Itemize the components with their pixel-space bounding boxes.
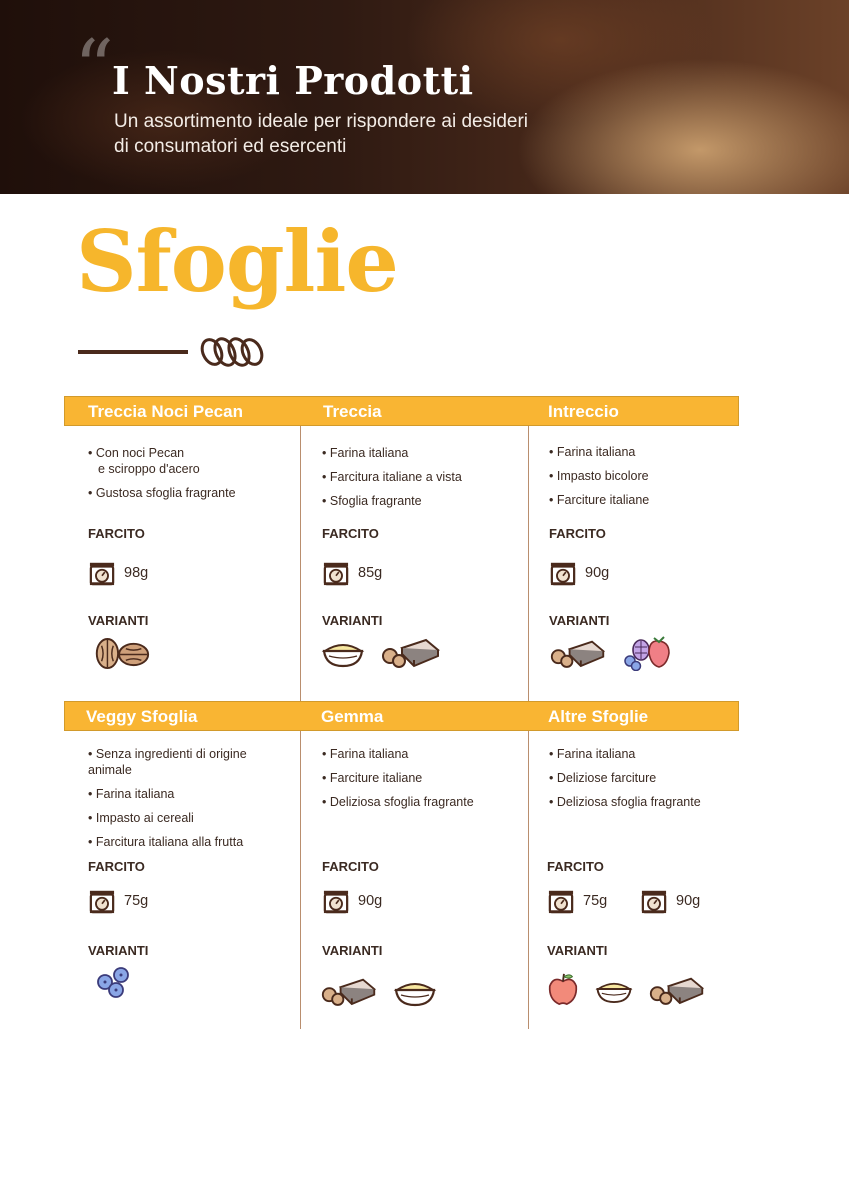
page-title: I Nostri Prodotti bbox=[112, 58, 474, 103]
weight-value: 90g bbox=[676, 893, 701, 909]
weight-value: 85g bbox=[358, 565, 383, 581]
quote-mark: “ bbox=[74, 24, 114, 114]
weight-value: 75g bbox=[583, 893, 608, 909]
farcito-label: FARCITO bbox=[549, 526, 606, 541]
varianti-label: VARIANTI bbox=[88, 943, 149, 958]
weight-item bbox=[322, 888, 382, 914]
farcito-label: FARCITO bbox=[88, 859, 145, 874]
weight-item bbox=[640, 888, 700, 914]
chocolate-hazelnut-icon bbox=[549, 636, 607, 668]
cream-icon bbox=[594, 972, 634, 1006]
farcito-label: FARCITO bbox=[322, 526, 379, 541]
product-feature: • Farina italiana bbox=[88, 786, 288, 802]
scale-icon bbox=[549, 560, 577, 586]
farcito-label: FARCITO bbox=[547, 859, 604, 874]
product-feature: • Farina italiana bbox=[322, 445, 522, 461]
column-divider bbox=[528, 426, 529, 701]
section-title: Sfoglie bbox=[76, 212, 398, 311]
column-divider bbox=[300, 731, 301, 1029]
product-card-intreccio bbox=[549, 444, 739, 516]
product-name-intreccio: Intreccio bbox=[548, 402, 619, 421]
scale-icon bbox=[640, 888, 668, 914]
scale-icon bbox=[322, 560, 350, 586]
farcito-label: FARCITO bbox=[322, 859, 379, 874]
hero-banner bbox=[0, 0, 849, 194]
product-feature-cont: e sciroppo d'acero bbox=[98, 462, 200, 476]
blueberry-icon bbox=[94, 965, 134, 999]
product-feature: • Con noci Pecan bbox=[88, 445, 288, 461]
berries-icon bbox=[621, 633, 673, 671]
product-feature: • Farina italiana bbox=[549, 746, 739, 762]
scale-icon bbox=[322, 888, 350, 914]
product-feature: • Farciture italiane bbox=[549, 492, 739, 508]
product-feature: • Gustosa sfoglia fragrante bbox=[88, 485, 288, 501]
product-card-altre-sfoglie bbox=[549, 746, 739, 818]
varianti-label: VARIANTI bbox=[88, 613, 149, 628]
product-card-treccia bbox=[322, 445, 522, 517]
weight-item bbox=[322, 560, 382, 586]
variants-list bbox=[90, 637, 152, 670]
weight-value: 90g bbox=[585, 565, 610, 581]
subtitle-line-1: Un assortimento ideale per rispondere ai desideri bbox=[114, 111, 529, 132]
chocolate-hazelnut-icon bbox=[380, 634, 442, 668]
product-header-band-2 bbox=[64, 701, 739, 731]
product-feature: • Sfoglia fragrante bbox=[322, 493, 522, 509]
cream-icon bbox=[392, 970, 438, 1010]
column-divider bbox=[528, 731, 529, 1029]
product-feature bbox=[88, 461, 288, 477]
varianti-label: VARIANTI bbox=[549, 613, 610, 628]
pecan-icon bbox=[90, 637, 152, 670]
cream-icon bbox=[320, 633, 366, 669]
product-feature: • Deliziose farciture bbox=[549, 770, 739, 786]
farcito-label: FARCITO bbox=[88, 526, 145, 541]
weight-value: 75g bbox=[124, 893, 149, 909]
product-feature: • Farina italiana bbox=[549, 444, 739, 460]
scale-icon bbox=[547, 888, 575, 914]
weight-item bbox=[88, 888, 148, 914]
weight-value: 90g bbox=[358, 893, 383, 909]
product-name-gemma: Gemma bbox=[321, 707, 384, 726]
weight-item bbox=[88, 560, 148, 586]
product-feature: • Senza ingredienti di origine animale bbox=[88, 746, 288, 778]
varianti-label: VARIANTI bbox=[547, 943, 608, 958]
weight-value: 98g bbox=[124, 565, 149, 581]
varianti-label: VARIANTI bbox=[322, 613, 383, 628]
product-feature: • Farciture italiane bbox=[322, 770, 522, 786]
weight-item bbox=[547, 888, 607, 914]
product-feature: • Farcitura italiane a vista bbox=[322, 469, 522, 485]
product-feature: • Farina italiana bbox=[322, 746, 522, 762]
product-card-treccia-noci-pecan bbox=[88, 445, 288, 509]
scale-icon bbox=[88, 888, 116, 914]
weight-item bbox=[549, 560, 609, 586]
chocolate-hazelnut-icon bbox=[648, 973, 706, 1005]
product-card-veggy-sfoglia bbox=[88, 746, 288, 858]
product-name-altre-sfoglie: Altre Sfoglie bbox=[548, 707, 649, 726]
varianti-label: VARIANTI bbox=[322, 943, 383, 958]
column-divider bbox=[300, 426, 301, 701]
scale-icon bbox=[88, 560, 116, 586]
subtitle-line-2: di consumatori ed esercenti bbox=[114, 136, 347, 157]
product-card-gemma bbox=[322, 746, 522, 818]
product-feature: • Impasto ai cereali bbox=[88, 810, 288, 826]
title-underline bbox=[78, 350, 188, 354]
variants-list bbox=[94, 965, 134, 999]
variants-list bbox=[320, 633, 442, 669]
product-name-treccia: Treccia bbox=[323, 402, 382, 421]
product-feature: • Farcitura italiana alla frutta bbox=[88, 834, 288, 850]
product-feature: • Impasto bicolore bbox=[549, 468, 739, 484]
product-name-treccia-noci-pecan: Treccia Noci Pecan bbox=[88, 402, 243, 421]
product-feature: • Deliziosa sfoglia fragrante bbox=[322, 794, 522, 810]
product-feature: • Deliziosa sfoglia fragrante bbox=[549, 794, 739, 810]
apple-icon bbox=[546, 970, 580, 1008]
braid-icon bbox=[198, 330, 268, 374]
variants-list bbox=[549, 633, 673, 671]
product-header-band-1 bbox=[64, 396, 739, 426]
chocolate-hazelnut-icon bbox=[320, 974, 378, 1006]
page-subtitle bbox=[114, 109, 634, 159]
variants-list bbox=[320, 970, 438, 1010]
variants-list bbox=[546, 970, 706, 1008]
product-name-veggy-sfoglia: Veggy Sfoglia bbox=[86, 707, 198, 726]
